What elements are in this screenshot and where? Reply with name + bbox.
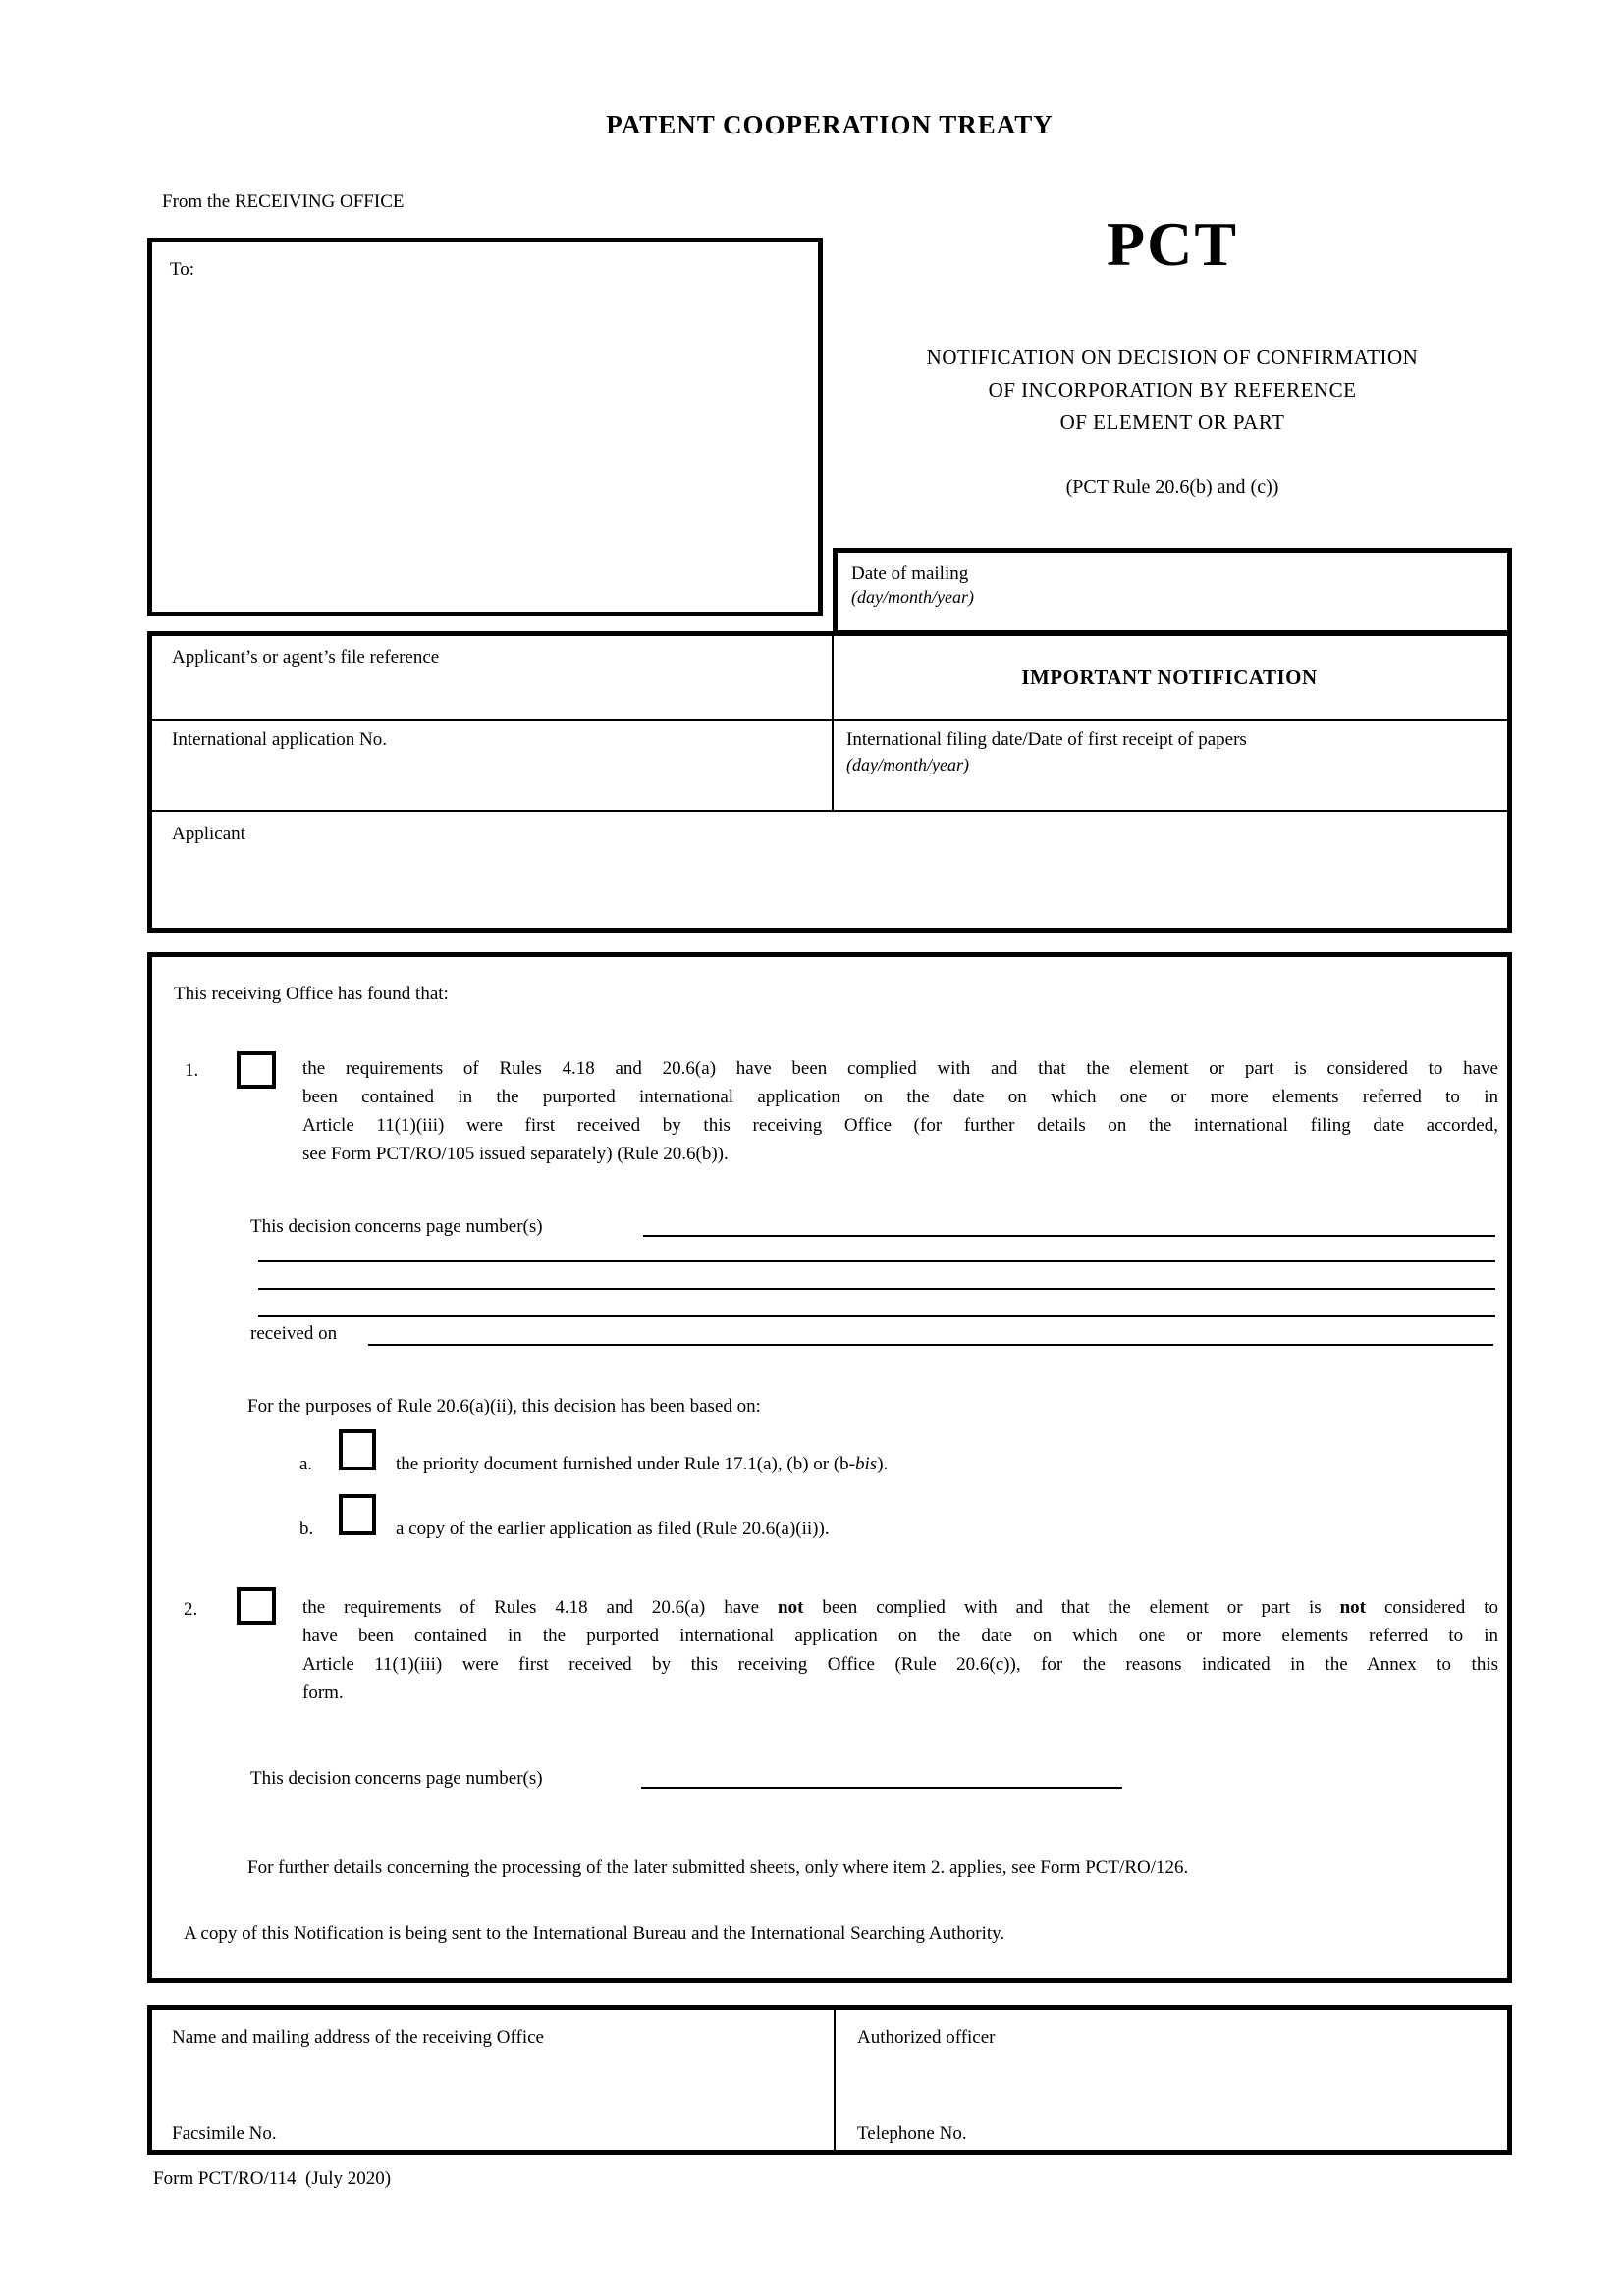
decision-pages-fill-line-5 (641, 1787, 1122, 1789)
further-details-text: For further details concerning the processing of the later submitted sheets, only where item 2. applies, see Form PCT/RO/126. (247, 1857, 1189, 1878)
facsimile-label: Facsimile No. (172, 2123, 277, 2144)
date-of-mailing-box (833, 548, 1512, 635)
notice-title-line-1: NOTIFICATION ON DECISION OF CONFIRMATION (926, 346, 1419, 369)
option-a-text-italic: bis (855, 1454, 878, 1474)
date-of-mailing-label: Date of mailing (851, 563, 969, 584)
item-2-line-1-bold-1: not (778, 1597, 804, 1618)
option-a-text-pre: the priority document furnished under Rule 17.1(a), (b) or (b- (396, 1454, 856, 1474)
to-label: To: (170, 259, 195, 280)
item-1-number: 1. (185, 1060, 199, 1081)
item-1-text (302, 1054, 1498, 1168)
item-2-line-1-a: the requirements of Rules 4.18 and 20.6(a) have (302, 1597, 779, 1618)
item-2-line-1-c: been complied with and that the element or part is (803, 1597, 1340, 1618)
form-identifier: Form PCT/RO/114 (July 2020) (153, 2168, 392, 2189)
footer-column-divider (834, 2010, 836, 2150)
item-2-line-1 (302, 1593, 1498, 1622)
item-2-line-1-bold-2: not (1339, 1597, 1367, 1618)
option-a-text (396, 1453, 888, 1475)
important-notification-label: IMPORTANT NOTIFICATION (1021, 666, 1318, 689)
received-on-label: received on (250, 1323, 338, 1344)
notice-title-line-3: OF ELEMENT OR PART (1059, 410, 1285, 434)
received-on-fill-line (368, 1344, 1493, 1346)
page-title: PATENT COOPERATION TREATY (606, 110, 1054, 139)
decision-pages-fill-line-3 (258, 1288, 1495, 1290)
notice-title-line-2: OF INCORPORATION BY REFERENCE (988, 378, 1357, 401)
item-2-line-1-e: considered to (1366, 1597, 1499, 1618)
table-row-divider-1 (152, 719, 1507, 721)
intl-filing-date-format-note: (day/month/year) (846, 755, 969, 774)
purposes-label: For the purposes of Rule 20.6(a)(ii), this decision has been based on: (247, 1396, 761, 1416)
footer-box (147, 2005, 1512, 2155)
telephone-label: Telephone No. (857, 2123, 967, 2144)
from-receiving-office-label: From the RECEIVING OFFICE (162, 191, 405, 212)
table-row-divider-2 (152, 810, 1507, 812)
decision-pages-label-1: This decision concerns page number(s) (250, 1216, 543, 1237)
authorized-officer-label: Authorized officer (857, 2027, 996, 2048)
receiving-office-label: Name and mailing address of the receiving Office (172, 2027, 544, 2048)
option-a-letter: a. (299, 1454, 313, 1474)
intl-application-no-label: International application No. (172, 729, 387, 750)
copy-notice-text: A copy of this Notification is being sent to the International Bureau and the International Searching Authority. (184, 1923, 1005, 1944)
decision-body-box (147, 952, 1512, 1983)
checkbox-item-2[interactable] (237, 1587, 276, 1625)
decision-pages-fill-line-1 (643, 1235, 1495, 1237)
option-b-letter: b. (299, 1519, 314, 1539)
item-2-line-4: form. (302, 1682, 344, 1703)
item-2-line-3: Article 11(1)(iii) were first received by this receiving Office (Rule 20.6(c)), for the reasons indicated in the Annex to this (302, 1654, 1498, 1675)
item-1-line-4: see Form PCT/RO/105 issued separately) (Rule 20.6(b)). (302, 1144, 729, 1164)
date-format-note: (day/month/year) (851, 587, 974, 607)
option-b-text: a copy of the earlier application as filed (Rule 20.6(a)(ii)). (396, 1519, 830, 1539)
checkbox-option-a[interactable] (339, 1429, 376, 1470)
item-2-number: 2. (184, 1599, 198, 1620)
decision-pages-fill-line-4 (258, 1315, 1495, 1317)
item-1-line-2: been contained in the purported international application on the date on which one or more elements referred to in (302, 1087, 1498, 1107)
item-2-line-2: have been contained in the purported international application on the date on which one or more elements referred to in (302, 1626, 1498, 1646)
intl-filing-date-label: International filing date/Date of first receipt of papers (846, 729, 1247, 750)
decision-pages-fill-line-2 (258, 1260, 1495, 1262)
rule-reference: (PCT Rule 20.6(b) and (c)) (1065, 476, 1279, 498)
checkbox-item-1[interactable] (237, 1051, 276, 1089)
item-1-line-1: the requirements of Rules 4.18 and 20.6(a) have been complied with and that the element or part is considered to have (302, 1058, 1498, 1079)
option-a-text-post: ). (877, 1454, 889, 1474)
decision-pages-label-2: This decision concerns page number(s) (250, 1768, 543, 1789)
applicant-label: Applicant (172, 824, 245, 844)
item-1-line-3: Article 11(1)(iii) were first received by this receiving Office (for further details on the international filing date accorded, (302, 1115, 1498, 1136)
intro-text: This receiving Office has found that: (174, 984, 449, 1004)
pct-logo: PCT (1107, 209, 1238, 279)
item-2-text (302, 1593, 1498, 1707)
application-info-table (147, 631, 1512, 933)
file-reference-label: Applicant’s or agent’s file reference (172, 647, 440, 667)
table-column-divider (832, 636, 834, 812)
checkbox-option-b[interactable] (339, 1494, 376, 1535)
to-address-box (147, 238, 823, 616)
